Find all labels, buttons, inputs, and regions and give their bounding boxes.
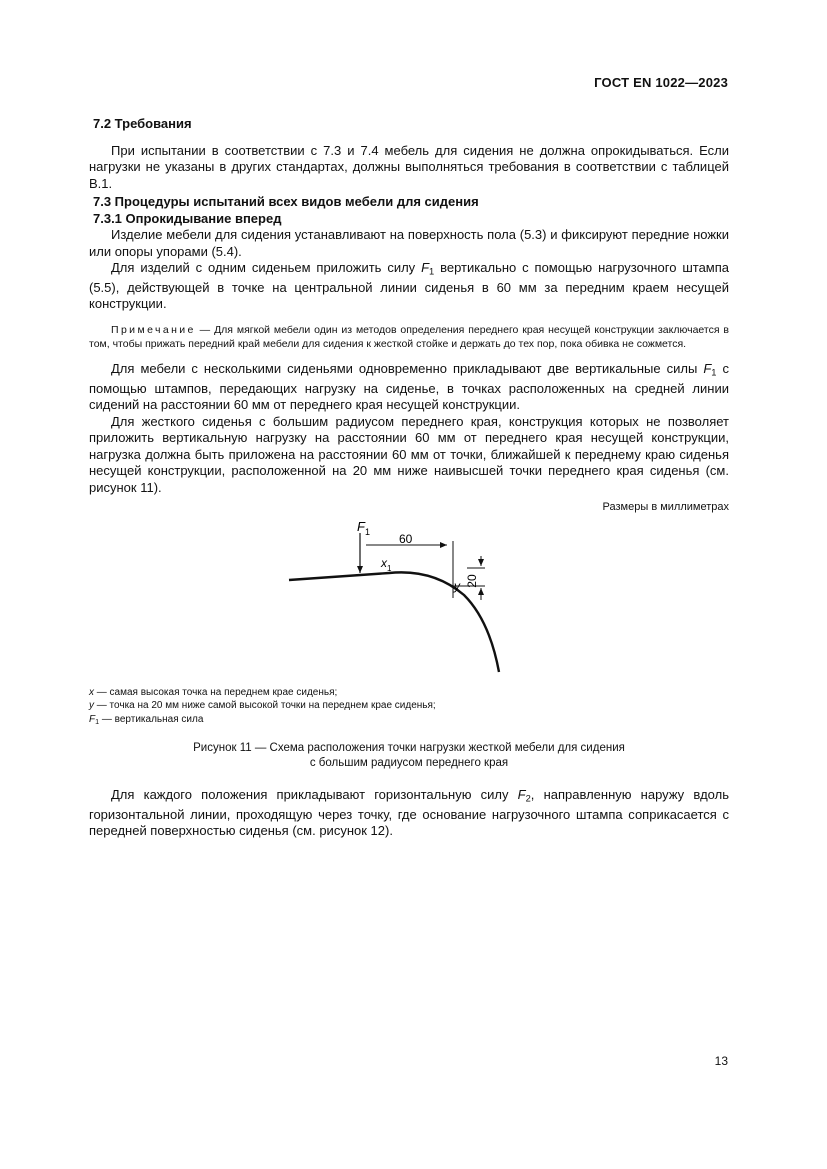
force-label-subscript: 1 bbox=[365, 526, 371, 537]
point-y-label: y bbox=[454, 578, 460, 593]
point-x-label: x bbox=[381, 555, 387, 570]
figure-caption: Рисунок 11 — Схема расположения точки нагрузки жесткой мебели для сидения с большим радиусом переднего края bbox=[193, 741, 625, 769]
heading-7-3: 7.3 Процедуры испытаний всех видов мебели для сидения bbox=[93, 194, 479, 209]
dimension-60-label: 60 bbox=[399, 531, 413, 546]
legend-x: x — самая высокая точка на переднем крае сиденья; bbox=[89, 686, 338, 698]
heading-7-3-1: 7.3.1 Опрокидывание вперед bbox=[93, 210, 282, 226]
paragraph-7-2-requirements: При испытании в соответствии с 7.3 и 7.4 мебель для сидения не должна опрокидываться. Если нагрузки не указаны в других стандартах, должны выполняться требования в соответствии с таблицей В.1. bbox=[89, 142, 729, 191]
figure-legend bbox=[89, 686, 729, 728]
heading-7-2: 7.2 Требования bbox=[93, 116, 192, 131]
document-id: ГОСТ EN 1022—2023 bbox=[594, 75, 728, 90]
paragraph-rigid-seat: Для жесткого сиденья с большим радиусом переднего края, конструкция которых не позволяет приложить вертикальную нагрузку на расстоянии 60 мм от переднего края несущей конструкции, нагрузка должна быть приложена на расстоянии 60 мм от точки, ближайшей к переднему краю сиденья несущей конструкции, расположенной на 20 мм ниже наивысшей точки переднего края сиденья (см. рисунок 11). bbox=[89, 413, 729, 495]
note-soft-furniture: Примечание — Для мягкой мебели один из методов определения переднего края несущей конструкции заключается в том, чтобы прижать передний край мебели для сидения к жесткой стойке и держать до тех пор, пока обивка не сожмется. bbox=[89, 323, 729, 350]
paragraph-single-seat: Для изделий с одним сиденьем приложить силу $F_1$ вертикально с помощью нагрузочного штампа (5.5), действующей в точке на центральной линии сиденья в 60 мм за передним краем несущей конструкции. bbox=[89, 260, 729, 312]
paragraph-horizontal-force: Для каждого положения прикладывают горизонтальную силу $F_2$, направленную наружу вдоль горизонтальной линии, проходящую через точку, где основание нагрузочного штампа соприкасается с передней поверхностью сиденья (см. рисунок 12). bbox=[89, 786, 729, 839]
force-label: F bbox=[357, 519, 365, 534]
page-content bbox=[89, 116, 729, 840]
units-note: Размеры в миллиметрах bbox=[602, 501, 729, 514]
paragraph-multi-seat: Для мебели с несколькими сиденьями одновременно прикладывают две вертикальные силы $F_1$ с помощью штампов, передающих нагрузку на сиденье, в точках расположенных на средней линии сидений на расстоянии 60 мм от переднего края несущей конструкции. bbox=[89, 360, 729, 413]
legend-f: $F_1$ — вертикальная сила bbox=[89, 713, 204, 726]
paragraph-installation: Изделие мебели для сидения устанавливают на поверхность пола (5.3) и фиксируют передние ножки или опоры упорами (5.4). bbox=[89, 227, 729, 259]
legend-y: y — точка на 20 мм ниже самой высокой точки на переднем крае сиденья; bbox=[89, 700, 436, 712]
page-number: 13 bbox=[714, 1054, 728, 1068]
point-x-subscript: 1 bbox=[387, 563, 392, 573]
figure-11-diagram bbox=[89, 520, 729, 680]
dimension-20-label: 20 bbox=[465, 573, 479, 588]
